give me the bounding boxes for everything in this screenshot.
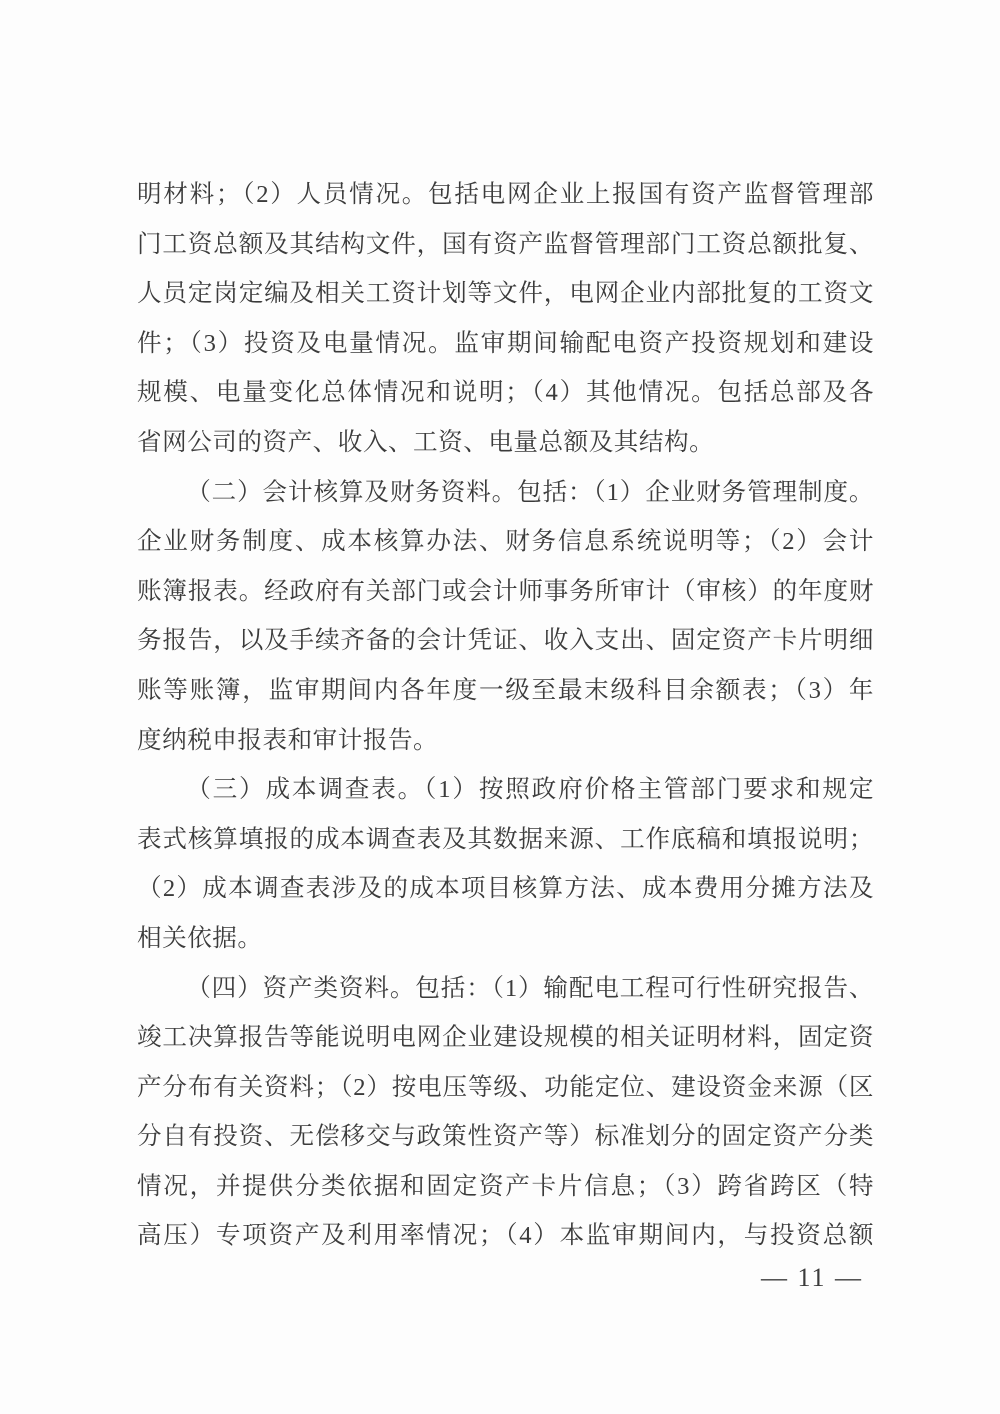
text-line: 账等账簿，监审期间内各年度一级至最末级科目余额表；（3）年	[137, 676, 874, 704]
text-line: 账簿报表。经政府有关部门或会计师事务所审计（审核）的年度财	[137, 577, 874, 605]
text-line: 件；（3）投资及电量情况。监审期间输配电资产投资规划和建设	[137, 329, 874, 357]
text-line: （四）资产类资料。包括：（1）输配电工程可行性研究报告、	[186, 974, 874, 1002]
text-line: （三）成本调查表。（1）按照政府价格主管部门要求和规定	[186, 776, 874, 804]
text-line: 竣工决算报告等能说明电网企业建设规模的相关证明材料，固定资	[137, 1024, 874, 1052]
text-line: 高压）专项资产及利用率情况；（4）本监审期间内，与投资总额	[137, 1222, 874, 1250]
text-line: 表式核算填报的成本调查表及其数据来源、工作底稿和填报说明；	[137, 825, 874, 853]
text-line: 省网公司的资产、收入、工资、电量总额及其结构。	[137, 428, 715, 456]
text-line: 企业财务制度、成本核算办法、财务信息系统说明等；（2）会计	[137, 528, 874, 556]
text-line: 明材料；（2）人员情况。包括电网企业上报国有资产监督管理部	[137, 181, 874, 208]
text-line: 分自有投资、无偿移交与政策性资产等）标准划分的固定资产分类	[137, 1123, 874, 1151]
text-line: （二）会计核算及财务资料。包括：（1）企业财务管理制度。	[186, 478, 874, 506]
text-line: （2）成本调查表涉及的成本项目核算方法、成本费用分摊方法及	[137, 875, 874, 903]
page-number: — 11 —	[760, 1263, 863, 1292]
text-line: 相关依据。	[137, 924, 263, 952]
text-line: 门工资总额及其结构文件，国有资产监督管理部门工资总额批复、	[137, 230, 874, 258]
text-line: 务报告，以及手续齐备的会计凭证、收入支出、固定资产卡片明细	[137, 627, 874, 655]
text-line: 产分布有关资料；（2）按电压等级、功能定位、建设资金来源（区	[137, 1073, 874, 1101]
text-line: 规模、电量变化总体情况和说明；（4）其他情况。包括总部及各	[137, 379, 874, 407]
text-line: 人员定岗定编及相关工资计划等文件，电网企业内部批复的工资文	[137, 280, 874, 308]
text-line: 情况，并提供分类依据和固定资产卡片信息；（3）跨省跨区（特	[137, 1172, 874, 1200]
page-body-text	[137, 170, 874, 1261]
text-line: 度纳税申报表和审计报告。	[137, 726, 439, 754]
